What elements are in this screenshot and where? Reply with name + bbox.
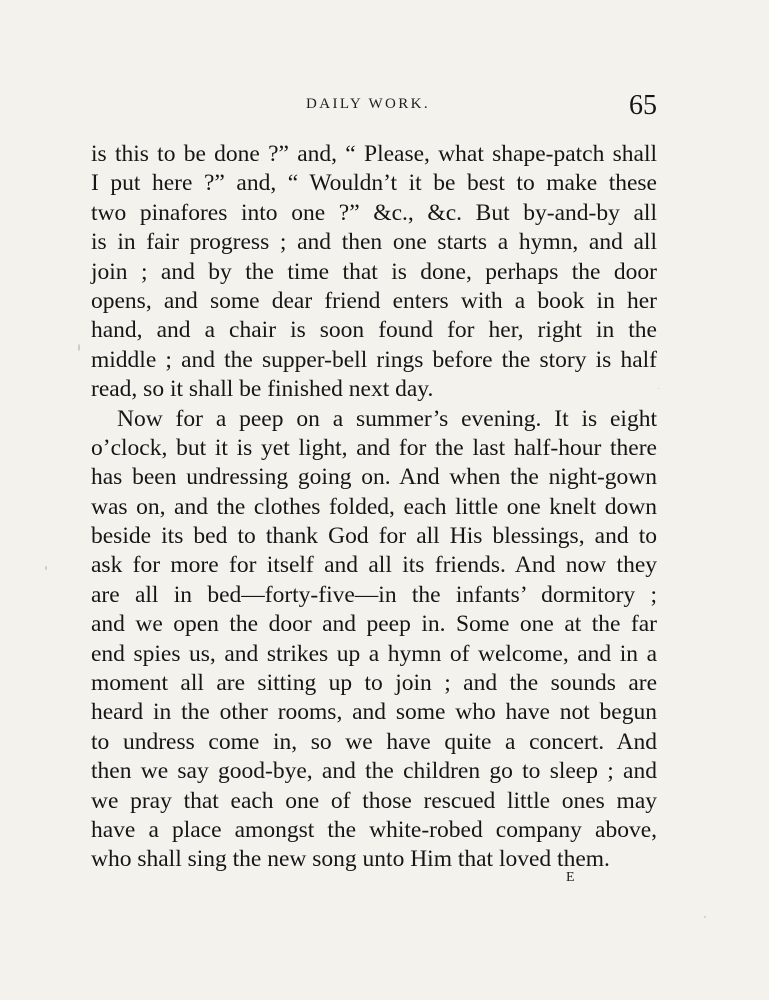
text-line: o’clock, but it is yet light, and for the last half-hour there	[91, 434, 657, 461]
text-line: two pinafores into one ?” &c., &c. But by-and-by all	[91, 199, 657, 226]
text-line: is in fair progress ; and then one starts a hymn, and all	[91, 229, 657, 256]
page-body-text	[91, 140, 657, 875]
text-line: to undress come in, so we have quite a concert. And	[91, 728, 657, 755]
text-line: have a place amongst the white-robed company above,	[91, 816, 657, 843]
paragraph-start-line: Now for a peep on a summer’s evening. It is eight	[117, 405, 657, 432]
text-line: is this to be done ?” and, “ Please, what shape-patch shall	[91, 141, 657, 167]
text-line: opens, and some dear friend enters with a book in her	[91, 287, 657, 314]
text-line: beside its bed to thank God for all His blessings, and to	[91, 523, 657, 550]
text-line: then we say good-bye, and the children go to sleep ; and	[91, 758, 657, 785]
page-number: 65	[629, 90, 657, 121]
running-header	[0, 90, 769, 121]
paper-speck	[658, 388, 659, 389]
text-line: join ; and by the time that is done, perhaps the door	[91, 258, 657, 285]
text-line: end spies us, and strikes up a hymn of welcome, and in a	[91, 640, 657, 667]
text-line: I put here ?” and, “ Wouldn’t it be best to make these	[91, 170, 657, 197]
text-line: and we open the door and peep in. Some one at the far	[91, 611, 657, 638]
running-title: DAILY WORK.	[306, 96, 431, 112]
text-line: ask for more for itself and all its friends. And now they	[91, 552, 657, 579]
text-line: moment all are sitting up to join ; and the sounds are	[91, 670, 657, 697]
text-line: hand, and a chair is soon found for her, right in the	[91, 317, 657, 344]
paragraph-end-line: read, so it shall be finished next day.	[91, 376, 434, 403]
paragraph-end-line: who shall sing the new song unto Him that loved them.	[91, 846, 610, 873]
text-line: middle ; and the supper-bell rings before the story is half	[91, 346, 657, 373]
text-line: heard in the other rooms, and some who have not begun	[91, 699, 657, 726]
paper-speck	[78, 344, 80, 351]
text-line: we pray that each one of those rescued little ones may	[91, 787, 657, 814]
paper-speck	[45, 566, 47, 570]
text-line: are all in bed—forty-five—in the infants’ dormitory ;	[91, 581, 657, 608]
paper-speck	[704, 916, 706, 918]
text-line: has been undressing going on. And when the night-gown	[91, 464, 657, 491]
text-line: was on, and the clothes folded, each little one knelt down	[91, 493, 657, 520]
signature-mark: E	[566, 870, 576, 885]
